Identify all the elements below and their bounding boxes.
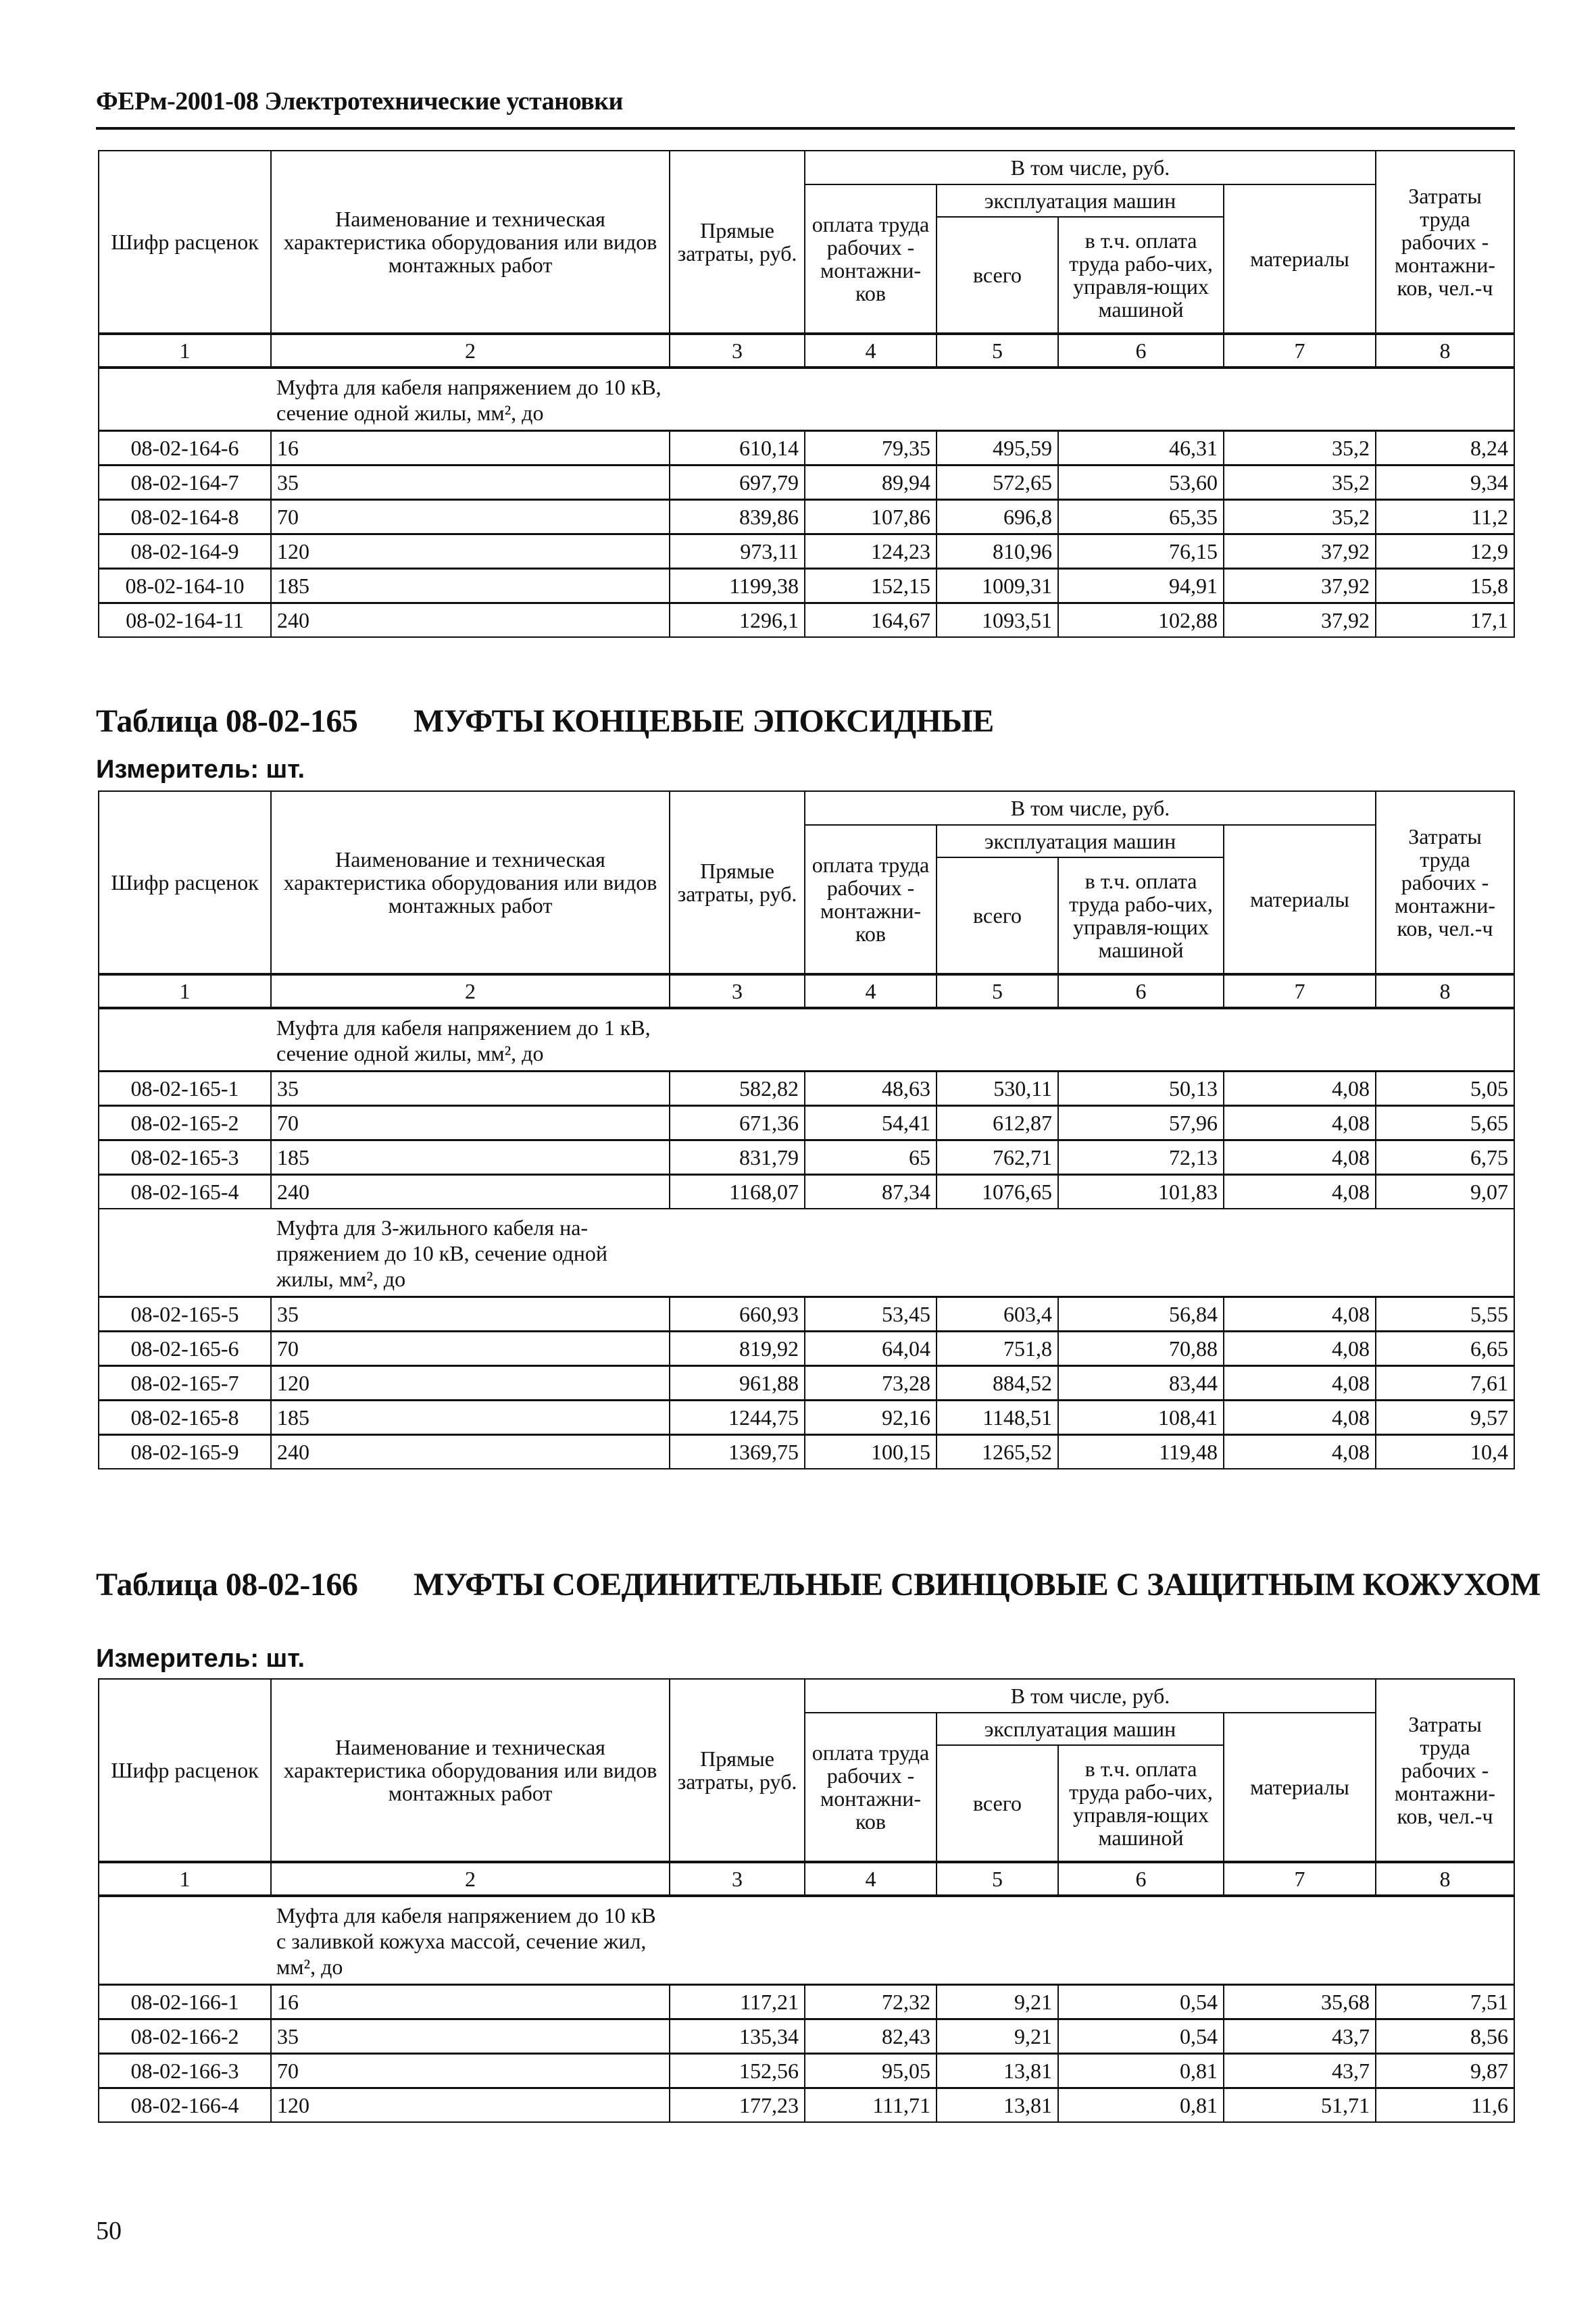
col-header-machines: эксплуатация машин [937,1713,1224,1745]
group-spacer [99,1209,271,1297]
rate-code: 08-02-165-4 [99,1175,271,1209]
column-number: 2 [271,1862,670,1896]
col-header-labor-hours: Затраты труда рабочих - монтажни-ков, чел.-ч [1376,151,1514,334]
direct-cost: 819,92 [670,1332,805,1366]
col-header-machines-labor: в т.ч. оплата труда рабо-чих, управля-ющих машиной [1058,857,1224,974]
column-number: 1 [99,974,271,1008]
labor-pay: 111,71 [805,2088,937,2123]
rate-code: 08-02-164-7 [99,466,271,500]
column-number: 4 [805,974,937,1008]
labor-hours: 9,07 [1376,1175,1514,1209]
machines-total: 751,8 [937,1332,1058,1366]
materials: 35,2 [1224,500,1376,534]
table-row [99,1072,1514,1106]
machines-labor: 0,54 [1058,2019,1224,2054]
table-row [99,1106,1514,1140]
col-header-machines-labor: в т.ч. оплата труда рабо-чих, управля-ющих машиной [1058,1745,1224,1862]
machines-labor: 57,96 [1058,1106,1224,1140]
labor-pay: 73,28 [805,1366,937,1401]
labor-pay: 164,67 [805,603,937,638]
table-row [99,1175,1514,1209]
rate-code: 08-02-166-1 [99,1985,271,2019]
group-title-text: Муфта для кабеля напряжением до 10 кВ, сечение одной жилы, мм², до [276,375,662,425]
materials: 35,2 [1224,466,1376,500]
col-header-name: Наименование и техническая характеристика оборудования или видов монтажных работ [271,791,670,974]
col-header-including: В том числе, руб. [805,151,1376,184]
direct-cost: 610,14 [670,431,805,466]
direct-cost: 961,88 [670,1366,805,1401]
labor-hours: 9,34 [1376,466,1514,500]
labor-hours: 6,65 [1376,1332,1514,1366]
labor-pay: 92,16 [805,1401,937,1435]
labor-pay: 79,35 [805,431,937,466]
col-header-name: Наименование и техническая характеристика оборудования или видов монтажных работ [271,1679,670,1862]
table-row [99,1366,1514,1401]
col-header-labor-hours: Затраты труда рабочих - монтажни-ков, чел.-ч [1376,1679,1514,1862]
col-header-materials: материалы [1224,825,1376,974]
group-title [271,1209,1514,1297]
rates-table-08-02-165 [98,790,1515,1469]
col-header-machines: эксплуатация машин [937,825,1224,857]
labor-hours: 7,61 [1376,1366,1514,1401]
group-spacer [99,1896,271,1985]
column-number: 4 [805,1862,937,1896]
machines-total: 1265,52 [937,1435,1058,1469]
table-row [99,500,1514,534]
col-header-labor-pay: оплата труда рабочих - монтажни-ков [805,825,937,974]
labor-pay: 64,04 [805,1332,937,1366]
group-title [271,368,1514,431]
labor-hours: 11,6 [1376,2088,1514,2123]
machines-labor: 119,48 [1058,1435,1224,1469]
materials: 43,7 [1224,2054,1376,2088]
col-header-machines-total: всего [937,217,1058,334]
direct-cost: 1244,75 [670,1401,805,1435]
machines-total: 884,52 [937,1366,1058,1401]
section-size: 185 [271,1401,670,1435]
table-row [99,2054,1514,2088]
rate-code: 08-02-166-3 [99,2054,271,2088]
rate-code: 08-02-165-8 [99,1401,271,1435]
section-size: 70 [271,2054,670,2088]
machines-total: 810,96 [937,534,1058,569]
labor-hours: 6,75 [1376,1140,1514,1175]
section-title-08-02-165 [96,703,994,740]
section-size: 16 [271,1985,670,2019]
direct-cost: 1199,38 [670,569,805,603]
labor-hours: 8,56 [1376,2019,1514,2054]
section-size: 120 [271,534,670,569]
machines-total: 696,8 [937,500,1058,534]
group-row [99,368,1514,431]
page-number: 50 [96,2217,122,2245]
labor-pay: 48,63 [805,1072,937,1106]
materials: 4,08 [1224,1106,1376,1140]
table-row [99,1332,1514,1366]
machines-total: 9,21 [937,1985,1058,2019]
materials: 4,08 [1224,1072,1376,1106]
col-header-labor-pay: оплата труда рабочих - монтажни-ков [805,184,937,334]
direct-cost: 671,36 [670,1106,805,1140]
measure-unit: Измеритель: шт. [96,755,305,784]
column-number: 4 [805,334,937,368]
rate-code: 08-02-165-7 [99,1366,271,1401]
rates-table-08-02-164 [98,150,1515,638]
column-number: 1 [99,1862,271,1896]
machines-total: 1093,51 [937,603,1058,638]
direct-cost: 135,34 [670,2019,805,2054]
section-size: 16 [271,431,670,466]
machines-total: 495,59 [937,431,1058,466]
materials: 51,71 [1224,2088,1376,2123]
section-title-08-02-166 [96,1566,1541,1604]
materials: 4,08 [1224,1401,1376,1435]
machines-total: 13,81 [937,2054,1058,2088]
labor-pay: 53,45 [805,1297,937,1332]
materials: 35,2 [1224,431,1376,466]
section-size: 35 [271,466,670,500]
section-size: 240 [271,603,670,638]
col-header-including: В том числе, руб. [805,1679,1376,1713]
machines-labor: 0,54 [1058,1985,1224,2019]
table-row [99,569,1514,603]
labor-pay: 72,32 [805,1985,937,2019]
table-name: МУФТЫ КОНЦЕВЫЕ ЭПОКСИДНЫЕ [414,703,994,739]
direct-cost: 660,93 [670,1297,805,1332]
rate-code: 08-02-164-11 [99,603,271,638]
group-title-text: Муфта для 3-жильного кабеля на-пряжением до 10 кВ, сечение одной жилы, мм², до [276,1215,607,1291]
column-number: 2 [271,974,670,1008]
labor-pay: 95,05 [805,2054,937,2088]
group-row [99,1209,1514,1297]
column-number: 1 [99,334,271,368]
table-number: Таблица 08-02-166 [96,1567,358,1603]
materials: 35,68 [1224,1985,1376,2019]
rate-code: 08-02-165-9 [99,1435,271,1469]
labor-hours: 8,24 [1376,431,1514,466]
col-header-direct: Прямые затраты, руб. [670,791,805,974]
machines-total: 13,81 [937,2088,1058,2123]
labor-hours: 5,65 [1376,1106,1514,1140]
rate-code: 08-02-165-6 [99,1332,271,1366]
section-size: 35 [271,1072,670,1106]
section-size: 185 [271,1140,670,1175]
machines-total: 1076,65 [937,1175,1058,1209]
table-row [99,2088,1514,2123]
machines-total: 572,65 [937,466,1058,500]
group-title [271,1008,1514,1072]
machines-total: 612,87 [937,1106,1058,1140]
direct-cost: 152,56 [670,2054,805,2088]
section-size: 120 [271,2088,670,2123]
table-row [99,1401,1514,1435]
group-spacer [99,368,271,431]
group-row [99,1896,1514,1985]
section-size: 35 [271,1297,670,1332]
group-title [271,1896,1514,1985]
table-row [99,534,1514,569]
labor-hours: 11,2 [1376,500,1514,534]
col-header-labor-pay: оплата труда рабочих - монтажни-ков [805,1713,937,1862]
machines-total: 762,71 [937,1140,1058,1175]
materials: 4,08 [1224,1366,1376,1401]
labor-pay: 100,15 [805,1435,937,1469]
direct-cost: 1296,1 [670,603,805,638]
col-header-materials: материалы [1224,184,1376,334]
group-row [99,1008,1514,1072]
materials: 37,92 [1224,603,1376,638]
machines-labor: 50,13 [1058,1072,1224,1106]
labor-pay: 65 [805,1140,937,1175]
col-header-labor-hours: Затраты труда рабочих - монтажни-ков, чел.-ч [1376,791,1514,974]
machines-total: 530,11 [937,1072,1058,1106]
machines-labor: 70,88 [1058,1332,1224,1366]
machines-labor: 102,88 [1058,603,1224,638]
table-row [99,431,1514,466]
column-number: 5 [937,334,1058,368]
column-number: 6 [1058,1862,1224,1896]
column-number: 3 [670,334,805,368]
direct-cost: 177,23 [670,2088,805,2123]
direct-cost: 1168,07 [670,1175,805,1209]
labor-pay: 89,94 [805,466,937,500]
column-number: 3 [670,974,805,1008]
table-name: МУФТЫ СОЕДИНИТЕЛЬНЫЕ СВИНЦОВЫЕ С ЗАЩИТНЫМ КОЖУХОМ [414,1567,1541,1603]
col-header-name: Наименование и техническая характеристика оборудования или видов монтажных работ [271,151,670,334]
col-header-direct: Прямые затраты, руб. [670,1679,805,1862]
labor-hours: 10,4 [1376,1435,1514,1469]
materials: 4,08 [1224,1332,1376,1366]
table-row [99,1985,1514,2019]
direct-cost: 839,86 [670,500,805,534]
rate-code: 08-02-165-2 [99,1106,271,1140]
table-row [99,1297,1514,1332]
direct-cost: 697,79 [670,466,805,500]
labor-hours: 9,57 [1376,1401,1514,1435]
measure-unit: Измеритель: шт. [96,1644,305,1673]
materials: 37,92 [1224,569,1376,603]
col-header-machines-total: всего [937,857,1058,974]
direct-cost: 831,79 [670,1140,805,1175]
machines-labor: 46,31 [1058,431,1224,466]
rate-code: 08-02-166-2 [99,2019,271,2054]
col-header-machines-total: всего [937,1745,1058,1862]
machines-labor: 76,15 [1058,534,1224,569]
header-rule [96,127,1515,130]
page-header: ФЕРм-2001-08 Электротехнические установки [96,87,623,116]
section-size: 70 [271,1106,670,1140]
table-row [99,603,1514,638]
col-header-code: Шифр расценок [99,791,271,974]
direct-cost: 1369,75 [670,1435,805,1469]
table-number: Таблица 08-02-165 [96,703,358,739]
column-number: 7 [1224,1862,1376,1896]
column-number: 2 [271,334,670,368]
materials: 37,92 [1224,534,1376,569]
machines-labor: 65,35 [1058,500,1224,534]
materials: 43,7 [1224,2019,1376,2054]
labor-hours: 7,51 [1376,1985,1514,2019]
machines-labor: 72,13 [1058,1140,1224,1175]
column-number: 8 [1376,334,1514,368]
group-title-text: Муфта для кабеля напряжением до 1 кВ, сечение одной жилы, мм², до [276,1015,651,1065]
col-header-machines-labor: в т.ч. оплата труда рабо-чих, управля-ющих машиной [1058,217,1224,334]
labor-hours: 17,1 [1376,603,1514,638]
labor-hours: 12,9 [1376,534,1514,569]
rate-code: 08-02-164-8 [99,500,271,534]
materials: 4,08 [1224,1140,1376,1175]
rate-code: 08-02-166-4 [99,2088,271,2123]
machines-labor: 108,41 [1058,1401,1224,1435]
machines-total: 1148,51 [937,1401,1058,1435]
table-row [99,2019,1514,2054]
materials: 4,08 [1224,1297,1376,1332]
rate-code: 08-02-164-6 [99,431,271,466]
col-header-including: В том числе, руб. [805,791,1376,825]
labor-pay: 152,15 [805,569,937,603]
labor-hours: 5,55 [1376,1297,1514,1332]
machines-total: 603,4 [937,1297,1058,1332]
section-size: 240 [271,1435,670,1469]
column-number: 6 [1058,334,1224,368]
labor-pay: 82,43 [805,2019,937,2054]
group-spacer [99,1008,271,1072]
section-size: 240 [271,1175,670,1209]
section-size: 35 [271,2019,670,2054]
group-title-text: Муфта для кабеля напряжением до 10 кВ с заливкой кожуха массой, сечение жил, мм², до [276,1903,656,1979]
machines-labor: 0,81 [1058,2054,1224,2088]
column-number: 6 [1058,974,1224,1008]
column-number: 7 [1224,334,1376,368]
rate-code: 08-02-165-3 [99,1140,271,1175]
rate-code: 08-02-165-1 [99,1072,271,1106]
section-size: 70 [271,500,670,534]
labor-hours: 15,8 [1376,569,1514,603]
column-number: 8 [1376,974,1514,1008]
machines-labor: 94,91 [1058,569,1224,603]
section-size: 120 [271,1366,670,1401]
machines-labor: 56,84 [1058,1297,1224,1332]
column-number: 8 [1376,1862,1514,1896]
column-number: 5 [937,974,1058,1008]
machines-total: 1009,31 [937,569,1058,603]
machines-labor: 83,44 [1058,1366,1224,1401]
rate-code: 08-02-165-5 [99,1297,271,1332]
labor-pay: 87,34 [805,1175,937,1209]
materials: 4,08 [1224,1435,1376,1469]
col-header-materials: материалы [1224,1713,1376,1862]
machines-labor: 53,60 [1058,466,1224,500]
col-header-direct: Прямые затраты, руб. [670,151,805,334]
col-header-machines: эксплуатация машин [937,184,1224,217]
rate-code: 08-02-164-9 [99,534,271,569]
section-size: 70 [271,1332,670,1366]
col-header-code: Шифр расценок [99,1679,271,1862]
section-size: 185 [271,569,670,603]
machines-labor: 101,83 [1058,1175,1224,1209]
labor-pay: 124,23 [805,534,937,569]
rates-table-08-02-166 [98,1678,1515,2123]
labor-hours: 5,05 [1376,1072,1514,1106]
table-row [99,1140,1514,1175]
column-number: 7 [1224,974,1376,1008]
labor-pay: 54,41 [805,1106,937,1140]
machines-labor: 0,81 [1058,2088,1224,2123]
materials: 4,08 [1224,1175,1376,1209]
machines-total: 9,21 [937,2019,1058,2054]
direct-cost: 117,21 [670,1985,805,2019]
col-header-code: Шифр расценок [99,151,271,334]
labor-pay: 107,86 [805,500,937,534]
column-number: 3 [670,1862,805,1896]
rate-code: 08-02-164-10 [99,569,271,603]
table-row [99,466,1514,500]
labor-hours: 9,87 [1376,2054,1514,2088]
column-number: 5 [937,1862,1058,1896]
table-row [99,1435,1514,1469]
direct-cost: 582,82 [670,1072,805,1106]
direct-cost: 973,11 [670,534,805,569]
